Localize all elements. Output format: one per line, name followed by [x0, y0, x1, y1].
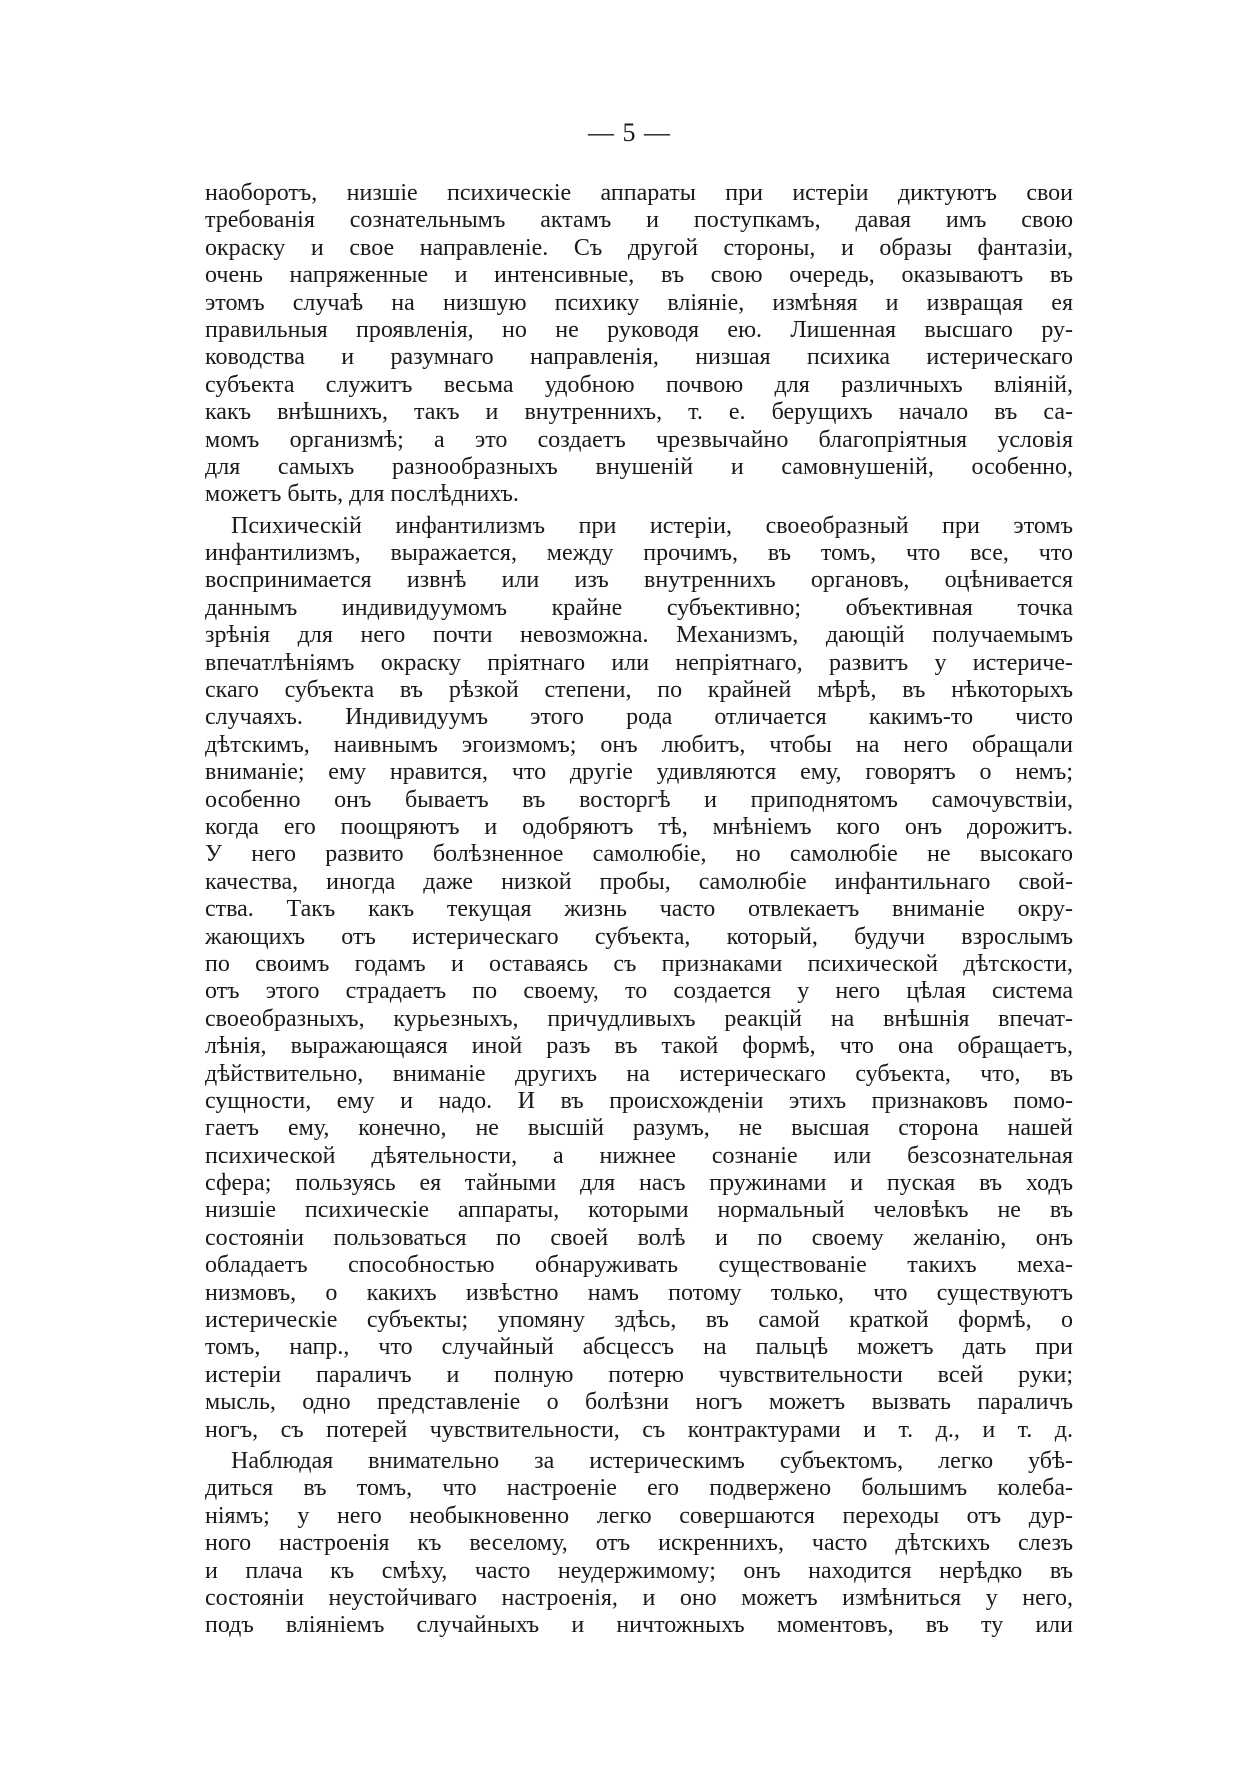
text-line: для самыхъ разнообразныхъ внушеній и самовнушеній, особенно, [205, 453, 1073, 480]
text-line: даннымъ индивидуумомъ крайне субъективно; объективная точка [205, 594, 1073, 621]
text-line: окраску и свое направленіе. Съ другой стороны, и образы фантазіи, [205, 234, 1073, 261]
text-line: состояніи неустойчиваго настроенія, и оно можетъ измѣниться у него, [205, 1584, 1073, 1611]
text-line: низшіе психическіе аппараты, которыми нормальный человѣкъ не въ [205, 1197, 1073, 1224]
text-line: когда его поощряютъ и одобряютъ тѣ, мнѣніемъ кого онъ дорожитъ. [205, 813, 1073, 840]
text-line: ководства и разумнаго направленія, низшая психика истерическаго [205, 344, 1073, 371]
text-line: мысль, одно представленіе о болѣзни ногъ можетъ вызвать параличъ [205, 1389, 1073, 1416]
text-line: требованія сознательнымъ актамъ и поступкамъ, давая имъ свою [205, 207, 1073, 234]
text-line: ного настроенія къ веселому, отъ искреннихъ, часто дѣтскихъ слезъ [205, 1530, 1073, 1557]
paragraph [205, 513, 1073, 1444]
text-line: ніямъ; у него необыкновенно легко совершаются переходы отъ дур- [205, 1502, 1073, 1529]
text-line: наоборотъ, низшіе психическіе аппараты при истеріи диктуютъ свои [205, 180, 1073, 206]
text-line: диться въ томъ, что настроеніе его подвержено большимъ колеба- [205, 1475, 1073, 1502]
text-line: жающихъ отъ истерическаго субъекта, который, будучи взрослымъ [205, 923, 1073, 950]
text-line: У него развито болѣзненное самолюбіе, но самолюбіе не высокаго [205, 841, 1073, 868]
text-line: лѣнія, выражающаяся иной разъ въ такой формѣ, что она обращаетъ, [205, 1033, 1073, 1060]
text-line: особенно онъ бываетъ въ восторгѣ и приподнятомъ самочувствіи, [205, 786, 1073, 813]
text-line: обладаетъ способностью обнаруживать существованіе такихъ меха- [205, 1252, 1073, 1279]
text-line: субъекта служитъ весьма удобною почвою для различныхъ вліяній, [205, 371, 1073, 398]
body-text [205, 180, 1073, 1640]
text-line: правильныя проявленія, но не руководя ею. Лишенная высшаго ру- [205, 316, 1073, 343]
text-line: скаго субъекта въ рѣзкой степени, по крайней мѣрѣ, въ нѣкоторыхъ [205, 677, 1073, 704]
text-line: момъ организмѣ; а это создаетъ чрезвычайно благопріятныя условія [205, 426, 1073, 453]
text-line: дѣйствительно, вниманіе другихъ на истерическаго субъекта, что, въ [205, 1060, 1073, 1087]
text-line: гаетъ ему, конечно, не высшій разумъ, не высшая сторона нашей [205, 1115, 1073, 1142]
text-line: отъ этого страдаетъ по своему, то создается у него цѣлая система [205, 978, 1073, 1005]
text-line: инфантилизмъ, выражается, между прочимъ, въ томъ, что все, что [205, 540, 1073, 567]
paragraph [205, 180, 1073, 509]
text-line: подъ вліяніемъ случайныхъ и ничтожныхъ моментовъ, въ ту или [205, 1612, 1073, 1639]
text-line: ногъ, съ потерей чувствительности, съ контрактурами и т. д., и т. д. [205, 1416, 1073, 1443]
text-line: и плача къ смѣху, часто неудержимому; онъ находится нерѣдко въ [205, 1557, 1073, 1584]
text-line: по своимъ годамъ и оставаясь съ признаками психической дѣтскости, [205, 950, 1073, 977]
text-line: воспринимается извнѣ или изъ внутреннихъ органовъ, оцѣнивается [205, 567, 1073, 594]
text-line: дѣтскимъ, наивнымъ эгоизмомъ; онъ любитъ, чтобы на него обращали [205, 731, 1073, 758]
text-line: сущности, ему и надо. И въ происхожденіи этихъ признаковъ помо- [205, 1087, 1073, 1114]
text-line: впечатлѣніямъ окраску пріятнаго или непріятнаго, развитъ у истериче- [205, 649, 1073, 676]
text-line: Психическій инфантилизмъ при истеріи, своеобразный при этомъ [231, 512, 1073, 539]
text-line: психической дѣятельности, а нижнее сознаніе или безсознательная [205, 1142, 1073, 1169]
paragraph [205, 1448, 1073, 1640]
text-line: истерическіе субъекты; упомяну здѣсь, въ самой краткой формѣ, о [205, 1307, 1073, 1334]
text-line: этомъ случаѣ на низшую психику вліяніе, измѣняя и извращая ея [205, 289, 1073, 316]
text-line: случаяхъ. Индивидуумъ этого рода отличается какимъ-то чисто [205, 704, 1073, 731]
text-line: своеобразныхъ, курьезныхъ, причудливыхъ реакцій на внѣшнія впечат- [205, 1005, 1073, 1032]
text-line: очень напряженные и интенсивные, въ свою очередь, оказываютъ въ [205, 262, 1073, 289]
page-number: — 5 — [588, 118, 671, 147]
text-line: сфера; пользуясь ея тайными для насъ пружинами и пуская въ ходъ [205, 1170, 1073, 1197]
text-line: Наблюдая внимательно за истерическимъ субъектомъ, легко убѣ- [231, 1447, 1073, 1474]
text-line: можетъ быть, для послѣднихъ. [205, 481, 519, 508]
text-line: томъ, напр., что случайный абсцессъ на пальцѣ можетъ дать при [205, 1334, 1073, 1361]
text-line: низмовъ, о какихъ извѣстно намъ потому только, что существуютъ [205, 1279, 1073, 1306]
text-line: зрѣнія для него почти невозможна. Механизмъ, дающій получаемымъ [205, 622, 1073, 649]
text-line: ства. Такъ какъ текущая жизнь часто отвлекаетъ вниманіе окру- [205, 896, 1073, 923]
text-line: вниманіе; ему нравится, что другіе удивляются ему, говорятъ о немъ; [205, 759, 1073, 786]
text-line: какъ внѣшнихъ, такъ и внутреннихъ, т. е. берущихъ начало въ са- [205, 399, 1073, 426]
text-line: истеріи параличъ и полную потерю чувствительности всей руки; [205, 1361, 1073, 1388]
text-line: качества, иногда даже низкой пробы, самолюбіе инфантильнаго свой- [205, 868, 1073, 895]
text-line: состояніи пользоваться по своей волѣ и по своему желанію, онъ [205, 1224, 1073, 1251]
